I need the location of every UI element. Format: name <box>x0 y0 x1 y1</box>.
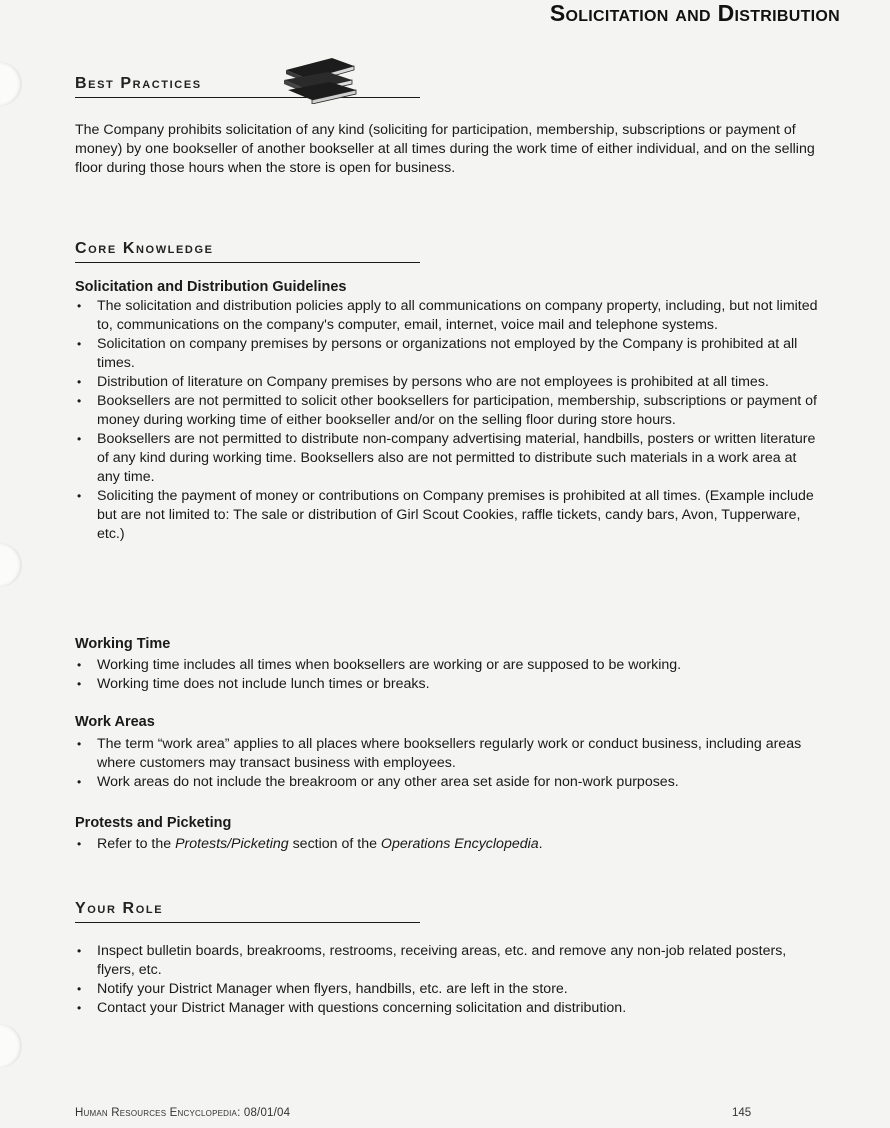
list-item: • The solicitation and distribution policies apply to all communications on company property, including, but not limited to, communications on the company's computer, email, internet, voice mail and telephone systems. <box>75 297 820 335</box>
protests-subheading: Protests and Picketing <box>75 815 232 831</box>
protests-middle: section of the <box>288 836 381 852</box>
guidelines-subheading: Solicitation and Distribution Guidelines <box>75 279 347 295</box>
protests-reference <box>75 835 820 854</box>
list-item: • The term “work area” applies to all places where booksellers regularly work or conduct business, including areas where customers may transact business with employees. <box>75 735 820 773</box>
page-title: Solicitation and Distribution <box>549 0 840 26</box>
list-item: • Solicitation on company premises by persons or organizations not employed by the Company is prohibited at all times. <box>75 335 820 373</box>
binder-hole-middle <box>0 543 22 587</box>
core-knowledge-heading-label: Core Knowledge <box>75 240 214 257</box>
binder-hole-bottom <box>0 1024 22 1068</box>
list-item: • Notify your District Manager when flyers, handbills, etc. are left in the store. <box>75 980 820 999</box>
list-item: • Work areas do not include the breakroom or any other area set aside for non-work purposes. <box>75 773 820 792</box>
best-practices-heading <box>75 75 420 98</box>
list-item: • Soliciting the payment of money or contributions on Company premises is prohibited at all times. (Example include but are not limited to: The sale or distribution of Girl Scout Cookies, raffle tickets, candy bars, Avon, Tupperware, etc.) <box>75 487 820 544</box>
list-item: • Contact your District Manager with questions concerning solicitation and distribution. <box>75 999 820 1018</box>
working-time-subheading: Working Time <box>75 636 171 652</box>
your-role-list <box>75 942 820 1018</box>
your-role-heading <box>75 900 420 923</box>
list-item: • Inspect bulletin boards, breakrooms, restrooms, receiving areas, etc. and remove any non-job related posters, flyers, etc. <box>75 942 820 980</box>
work-areas-subheading: Work Areas <box>75 714 155 730</box>
footer-document-title: Human Resources Encyclopedia: 08/01/04 <box>75 1107 291 1119</box>
best-practices-heading-label: Best Practices <box>75 75 202 92</box>
protests-prefix: Refer to the <box>97 836 176 852</box>
guidelines-list <box>75 297 820 544</box>
protests-suffix: . <box>538 836 543 852</box>
list-item: • Booksellers are not permitted to distribute non-company advertising material, handbills, posters or written literature of any kind during working time. Booksellers also are not permitted to distribute such materials in a work area at any time. <box>75 430 820 487</box>
list-item: • Working time includes all times when booksellers are working or are supposed to be working. <box>75 656 820 675</box>
page-number: 145 <box>732 1107 752 1119</box>
core-knowledge-heading <box>75 240 420 263</box>
list-item: • Booksellers are not permitted to solicit other booksellers for participation, membership, subscriptions or payment of money during working time of either bookseller and/or on the selling floor during store hours. <box>75 392 820 430</box>
protests-section-ref: Protests/Picketing <box>175 836 289 852</box>
list-item: • Distribution of literature on Company premises by persons who are not employees is prohibited at all times. <box>75 373 820 392</box>
best-practices-text: The Company prohibits solicitation of any kind (soliciting for participation, membership, subscriptions or payment of money) by one bookseller of another bookseller at all times during the work time of either individual, and on the selling floor during those hours when the store is open for business. <box>75 122 815 176</box>
binder-hole-top <box>0 62 22 106</box>
work-areas-list <box>75 735 820 792</box>
working-time-list <box>75 656 820 694</box>
protests-list <box>75 835 820 854</box>
your-role-heading-label: Your Role <box>75 900 164 917</box>
operations-encyclopedia-ref: Operations Encyclopedia <box>380 836 539 852</box>
list-item: • Working time does not include lunch times or breaks. <box>75 675 820 694</box>
stack-of-books-icon <box>280 52 360 104</box>
